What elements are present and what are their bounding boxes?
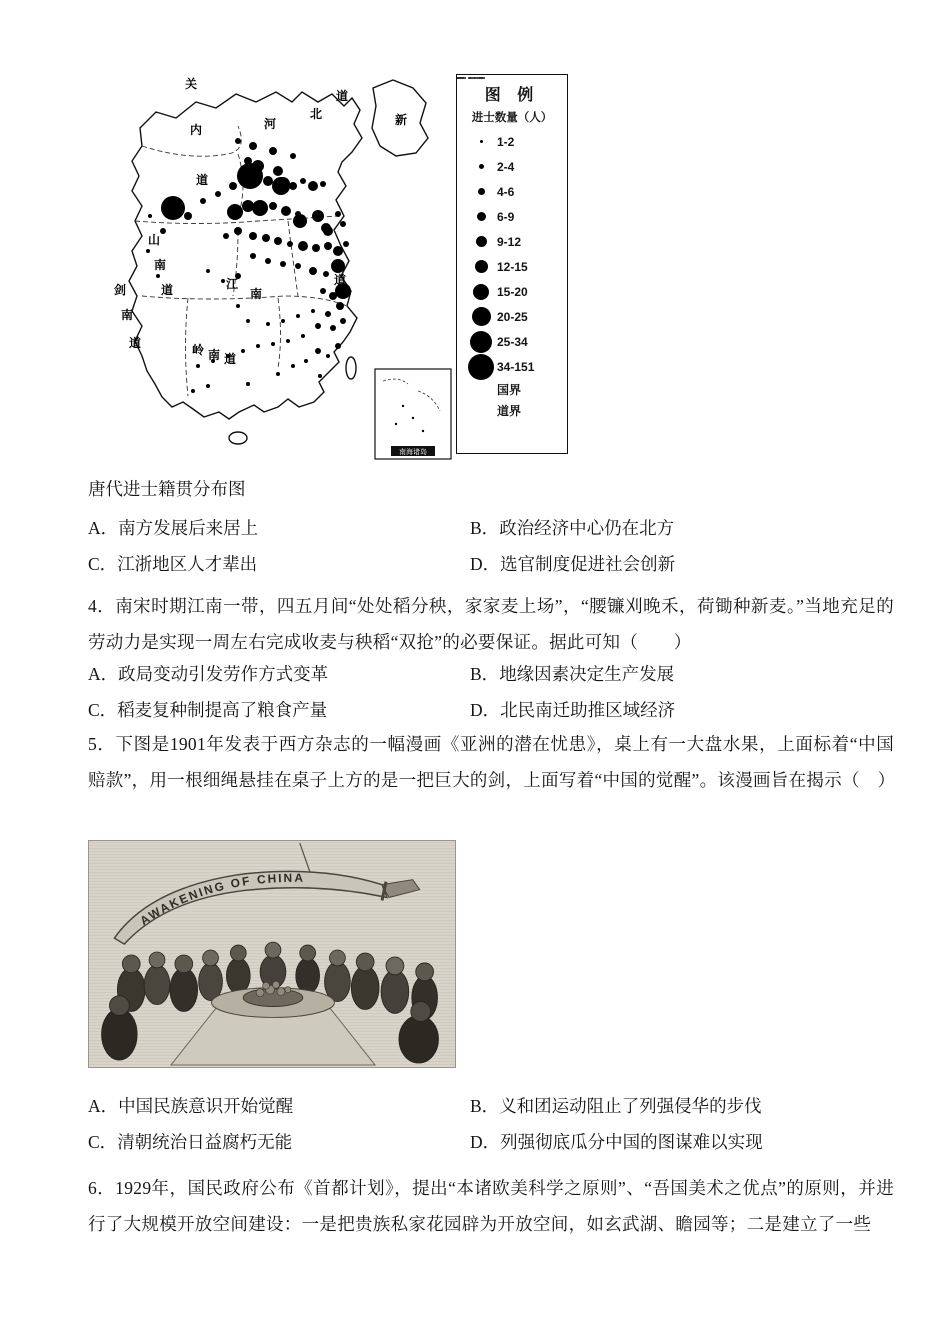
map-caption: 唐代进士籍贯分布图	[88, 479, 246, 499]
legend-item-label: 12-15	[497, 259, 528, 274]
option-text: 北民南迁助推区域经济	[500, 700, 676, 720]
jinshi-distribution-dots	[146, 138, 351, 393]
jinshi-dot	[191, 389, 195, 393]
q5-option-a	[88, 1094, 470, 1118]
jinshi-dot	[215, 191, 221, 197]
legend-dot-icon	[465, 188, 497, 195]
q5-options-row-2	[88, 1130, 894, 1154]
jinshi-dot	[325, 311, 331, 317]
legend-items	[457, 129, 567, 379]
legend-subtitle: 进士数量（人）	[471, 112, 553, 124]
jinshi-dot	[320, 181, 326, 187]
jinshi-dot	[160, 228, 166, 234]
option-text: 政局变动引发劳作方式变革	[118, 664, 329, 684]
legend-item	[457, 304, 567, 329]
legend-item-label: 34-151	[497, 359, 535, 374]
option-text: 地缘因素决定生产发展	[499, 664, 675, 684]
option-label: B．	[470, 664, 500, 684]
legend-item	[457, 229, 567, 254]
jinshi-dot	[241, 349, 245, 353]
jinshi-dot	[146, 249, 150, 253]
jinshi-dot	[242, 200, 254, 212]
jinshi-dot	[265, 258, 271, 264]
legend-title: 图 例	[484, 87, 540, 104]
jinshi-dot	[298, 241, 308, 251]
q4-option-c	[88, 698, 470, 722]
option-text: 中国民族意识开始觉醒	[118, 1096, 294, 1116]
jinshi-dot	[223, 233, 229, 239]
option-label: A．	[88, 1096, 119, 1116]
option-label: B．	[470, 518, 500, 538]
sword-handle	[382, 880, 420, 898]
jinshi-dot	[276, 177, 290, 191]
jinshi-dot	[286, 339, 290, 343]
jinshi-dot	[266, 322, 270, 326]
legend-item	[457, 254, 567, 279]
legend-dot-icon	[465, 331, 497, 353]
legend-item	[457, 279, 567, 304]
legend-item	[457, 154, 567, 179]
jinshi-dot	[343, 241, 349, 247]
jinshi-dot	[300, 178, 306, 184]
option-text: 列强彻底瓜分中国的图谋难以实现	[500, 1132, 763, 1152]
legend-circuit-border	[457, 400, 567, 421]
circuit-label: 道	[224, 352, 237, 366]
q4-option-a	[88, 662, 470, 686]
legend-item-label: 15-20	[497, 284, 528, 299]
jinshi-dot	[271, 342, 275, 346]
jinshi-dot	[281, 206, 291, 216]
dot-icon	[468, 354, 494, 380]
jinshi-dot	[330, 325, 336, 331]
option-label: A．	[88, 664, 119, 684]
q3-option-d	[470, 552, 894, 576]
dot-icon	[477, 212, 486, 221]
q6-text: 6．1929年，国民政府公布《首都计划》，提出“本诸欧美科学之原则”、“吾国美术之优点”的原则，并进行了大规模开放空间建设：一是把贵族私家花园辟为开放空间，如玄武湖、瞻园等；二是建立了一些	[88, 1178, 894, 1234]
legend-dot-icon	[465, 236, 497, 247]
jinshi-dot	[309, 267, 317, 275]
jinshi-dot	[269, 202, 277, 210]
legend-item-label: 6-9	[497, 209, 515, 224]
legend-item-label: 25-34	[497, 334, 528, 349]
cartoon-svg	[89, 841, 455, 1067]
circuit-label: 河	[264, 117, 277, 131]
jinshi-dot	[320, 288, 326, 294]
dot-icon	[478, 188, 485, 195]
jinshi-dot	[221, 279, 225, 283]
option-text: 政治经济中心仍在北方	[499, 518, 675, 538]
jinshi-dot	[281, 319, 285, 323]
jinshi-dot	[323, 271, 329, 277]
jinshi-dot	[234, 227, 242, 235]
jinshi-dot	[312, 210, 324, 222]
sword-inscription: AWAKENING OF CHINA	[137, 870, 305, 928]
dot-icon	[473, 284, 489, 300]
dot-icon	[470, 331, 492, 353]
circuit-label: 南	[208, 348, 221, 362]
jinshi-dot	[340, 221, 346, 227]
legend-dot-icon	[465, 284, 497, 300]
jinshi-dot	[315, 348, 321, 354]
option-text: 清朝统治日益腐朽无能	[117, 1132, 293, 1152]
jinshi-dot	[200, 198, 206, 204]
circuit-label: 南	[154, 258, 167, 272]
jinshi-dot	[336, 302, 344, 310]
dot-icon	[472, 307, 491, 326]
legend-dot-icon	[465, 354, 497, 380]
legend-dot-icon	[465, 212, 497, 221]
q4-option-d	[470, 698, 894, 722]
jinshi-dot	[289, 182, 297, 190]
option-label: D．	[470, 700, 501, 720]
dot-icon	[476, 236, 487, 247]
jinshi-dot	[246, 382, 250, 386]
circuit-label: 南	[250, 287, 263, 301]
jinshi-dot	[333, 246, 343, 256]
jinshi-dot	[318, 374, 322, 378]
jinshi-dot	[295, 263, 301, 269]
q3-options-row-1	[88, 516, 894, 540]
jinshi-dot	[287, 241, 293, 247]
dot-icon	[479, 164, 484, 169]
option-text: 南方发展后来居上	[118, 518, 259, 538]
option-label: D．	[470, 554, 501, 574]
dot-icon	[480, 140, 483, 143]
jinshi-dot	[184, 212, 192, 220]
circuit-label: 剑	[114, 283, 127, 297]
jinshi-dot	[262, 234, 270, 242]
jinshi-dot	[311, 309, 315, 313]
legend-item-label: 2-4	[497, 159, 515, 174]
legend-item-label: 1-2	[497, 134, 515, 149]
jinshi-dot	[321, 223, 331, 233]
circuit-label: 关	[185, 77, 198, 91]
legend-item	[457, 179, 567, 204]
jinshi-dot	[249, 232, 257, 240]
jinshi-dot	[274, 237, 282, 245]
circuit-label: 南	[121, 308, 134, 322]
national-border-label: 国界	[497, 383, 522, 397]
jinshi-dot	[252, 200, 268, 216]
circuit-label: 岭	[192, 343, 205, 357]
jinshi-dot	[312, 244, 320, 252]
q3-options-row-2	[88, 552, 894, 576]
q5-text: 5．下图是1901年发表于西方杂志的一幅漫画《亚洲的潜在忧患》，桌上有一大盘水果，上面标着“中国赔款”，用一根细绳悬挂在桌子上方的是一把巨大的剑，上面写着“中国的觉醒”。该漫画旨在揭示（ ）	[88, 734, 896, 790]
option-text: 稻麦复种制提高了粮食产量	[117, 700, 328, 720]
awakening-of-china-cartoon	[88, 840, 456, 1068]
legend-national-border	[457, 379, 567, 400]
jinshi-dot	[308, 181, 318, 191]
q5-options-row-1	[88, 1094, 894, 1118]
q5-option-b	[470, 1094, 894, 1118]
option-text: 选官制度促进社会创新	[500, 554, 676, 574]
q4-option-b	[470, 662, 894, 686]
legend-item-label: 9-12	[497, 234, 522, 249]
circuit-label: 道	[334, 273, 347, 287]
circuit-label: 新	[395, 113, 408, 127]
jinshi-dot	[291, 364, 295, 368]
jinshi-dot	[280, 261, 286, 267]
option-text: 义和团运动阻止了列强侵华的步伐	[499, 1096, 762, 1116]
circuit-label: 江	[226, 277, 239, 291]
legend-item	[457, 204, 567, 229]
jinshi-dot	[331, 259, 345, 273]
taiwan-island-shape	[346, 357, 356, 379]
option-label: D．	[470, 1132, 501, 1152]
jinshi-dot	[236, 304, 240, 308]
circuit-label: 道	[129, 336, 142, 350]
jinshi-dot	[335, 343, 341, 349]
q3-option-c	[88, 552, 470, 576]
circuit-label: 北	[310, 107, 323, 121]
jinshi-dot	[304, 359, 308, 363]
circuit-name-labels	[114, 76, 407, 366]
q3-option-b	[470, 516, 894, 540]
option-label: B．	[470, 1096, 500, 1116]
dot-icon	[475, 260, 488, 273]
jinshi-dot	[326, 354, 330, 358]
q4-options-row-2	[88, 698, 894, 722]
option-text: 江浙地区人才辈出	[117, 554, 258, 574]
circuit-border-label: 道界	[497, 404, 522, 418]
jinshi-dot	[244, 157, 252, 165]
jinshi-dot	[196, 364, 200, 368]
map-legend	[456, 74, 568, 454]
jinshi-dot	[229, 182, 237, 190]
south-sea-inset	[375, 369, 451, 459]
circuit-label: 道	[336, 89, 349, 103]
jinshi-dot	[148, 214, 152, 218]
jinshi-dot	[252, 160, 264, 172]
jinshi-dot	[301, 334, 305, 338]
jinshi-dot	[269, 147, 277, 155]
jinshi-dot	[340, 318, 346, 324]
tang-jinshi-map-figure	[88, 66, 570, 466]
jinshi-dot	[263, 176, 273, 186]
circuit-label: 内	[190, 123, 203, 137]
legend-dot-icon	[465, 307, 497, 326]
legend-item	[457, 329, 567, 354]
legend-dot-icon	[465, 164, 497, 169]
legend-item-label: 20-25	[497, 309, 528, 324]
jinshi-dot	[206, 384, 210, 388]
jinshi-dot	[250, 253, 256, 259]
jinshi-dot	[273, 166, 283, 176]
option-label: C．	[88, 554, 118, 574]
q3-option-a	[88, 516, 470, 540]
jinshi-dot	[161, 196, 185, 220]
option-label: C．	[88, 1132, 118, 1152]
hainan-island-shape	[229, 432, 247, 444]
legend-item	[457, 354, 567, 379]
q4-text: 4．南宋时期江南一带，四五月间“处处稻分秧，家家麦上场”，“腰镰刈晚禾，荷锄种新麦。”当地充足的劳动力是实现一周左右完成收麦与秧稻“双抢”的必要保证。据此可知（ ）	[88, 596, 894, 652]
circuit-label: 山	[148, 233, 161, 247]
jinshi-dot	[295, 211, 301, 217]
q4-options-row-1	[88, 662, 894, 686]
circuit-label: 道	[196, 173, 209, 187]
jinshi-dot	[246, 319, 250, 323]
jinshi-dot	[235, 138, 241, 144]
jinshi-dot	[249, 142, 257, 150]
option-label: C．	[88, 700, 118, 720]
legend-item-label: 4-6	[497, 184, 515, 199]
legend-item	[457, 129, 567, 154]
option-label: A．	[88, 518, 119, 538]
jinshi-dot	[156, 274, 160, 278]
jinshi-dot	[324, 242, 332, 250]
inset-title: 南海诸岛	[399, 449, 427, 456]
jinshi-dot	[335, 211, 341, 217]
circuit-border-lines	[135, 126, 347, 396]
q5-option-c	[88, 1130, 470, 1154]
jinshi-dot	[276, 372, 280, 376]
jinshi-dot	[206, 269, 210, 273]
q5-option-d	[470, 1130, 894, 1154]
jinshi-dot	[296, 314, 300, 318]
jinshi-dot	[256, 344, 260, 348]
legend-dot-icon	[465, 260, 497, 273]
jinshi-dot	[290, 153, 296, 159]
circuit-label: 道	[161, 283, 174, 297]
legend-dot-icon	[465, 140, 497, 143]
jinshi-dot	[329, 292, 337, 300]
jinshi-dot	[227, 204, 243, 220]
jinshi-dot	[315, 323, 321, 329]
